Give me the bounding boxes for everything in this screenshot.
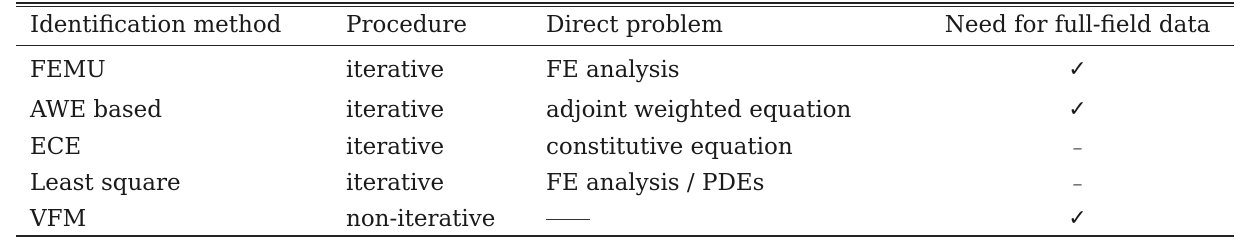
- cell-method: Least square: [30, 170, 181, 196]
- table-row: [16, 92, 1234, 128]
- cell-method: VFM: [30, 206, 87, 232]
- cell-procedure: iterative: [346, 170, 445, 196]
- header-rule: [16, 45, 1234, 46]
- cell-direct-problem: adjoint weighted equation: [546, 97, 852, 123]
- table-row: [16, 52, 1234, 88]
- cell-procedure: iterative: [346, 134, 445, 160]
- empty-dash: [546, 219, 590, 220]
- cell-procedure: iterative: [346, 97, 445, 123]
- table-row: [16, 165, 1234, 201]
- cell-method: FEMU: [30, 57, 106, 83]
- cell-direct-problem: FE analysis / PDEs: [546, 170, 765, 196]
- bottom-rule: [16, 235, 1234, 237]
- cell-direct-problem: FE analysis: [546, 57, 680, 83]
- header-procedure: Procedure: [346, 12, 467, 38]
- dash-icon: –: [1072, 135, 1083, 159]
- cell-method: ECE: [30, 134, 82, 160]
- table-row: [16, 201, 1234, 237]
- top-rule: [16, 2, 1234, 4]
- dash-icon: –: [1072, 171, 1083, 195]
- cell-method: AWE based: [30, 97, 162, 123]
- cell-direct-problem: [546, 201, 590, 237]
- header-direct-problem: Direct problem: [546, 12, 723, 38]
- header-full-field-data: Need for full-field data: [944, 12, 1211, 38]
- check-icon: ✓: [1068, 97, 1087, 122]
- cell-procedure: non-iterative: [346, 206, 496, 232]
- table-header-row: [16, 7, 1234, 43]
- header-identification-method: Identification method: [30, 12, 282, 38]
- table-row: [16, 129, 1234, 165]
- check-icon: ✓: [1068, 57, 1087, 82]
- cell-direct-problem: constitutive equation: [546, 134, 793, 160]
- check-icon: ✓: [1068, 206, 1087, 231]
- cell-procedure: iterative: [346, 57, 445, 83]
